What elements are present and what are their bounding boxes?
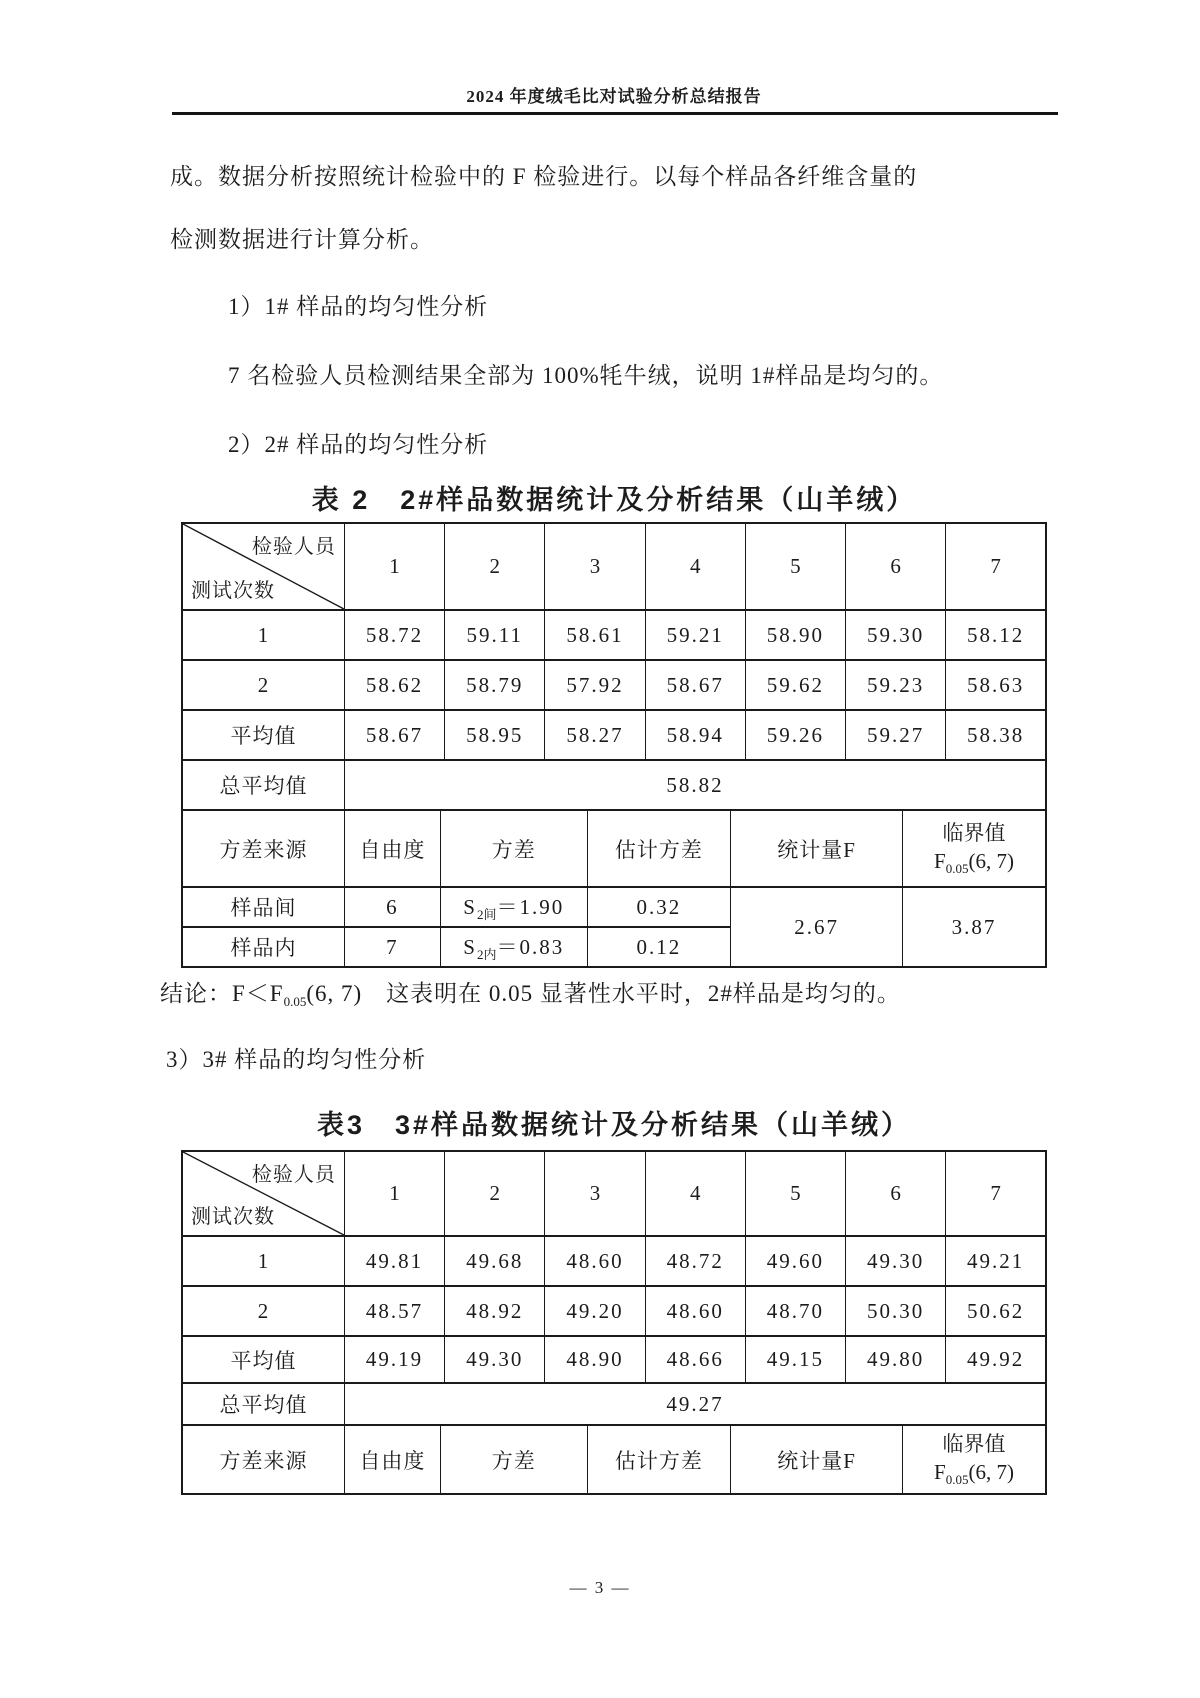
data-cell: 58.61 — [545, 610, 645, 660]
row-label: 2 — [182, 1286, 344, 1336]
data-cell: 59.26 — [745, 710, 845, 760]
data-cell: 48.60 — [645, 1286, 745, 1336]
data-cell: 48.66 — [645, 1336, 745, 1383]
data-cell: 58.95 — [445, 710, 545, 760]
data-cell: 6 — [344, 887, 440, 927]
anova-header-df: 自由度 — [344, 1425, 440, 1494]
data-cell: 49.15 — [745, 1336, 845, 1383]
f-critical-value: 3.87 — [903, 887, 1046, 967]
row-label-mean: 平均值 — [182, 710, 344, 760]
section2-heading: 2）2# 样品的均匀性分析 — [228, 432, 489, 457]
critical-value-symbol: $F_{0.05}(6$, 7) — [934, 1460, 1014, 1488]
table2-title: 表 2 2#样品数据统计及分析结果（山羊绒） — [311, 485, 917, 515]
anova-header-critical-value — [903, 1425, 1046, 1494]
table3-title: 表3 3#样品数据统计及分析结果（山羊绒） — [316, 1110, 912, 1140]
data-cell: 0.32 — [587, 887, 730, 927]
column-header: 2 — [445, 1151, 545, 1236]
anova-header-df: 自由度 — [344, 810, 440, 887]
corner-label-test-count: 测试次数 — [191, 580, 275, 602]
table3 — [181, 1150, 1047, 1495]
data-cell: 49.19 — [344, 1336, 444, 1383]
row-label: 1 — [182, 1236, 344, 1286]
row-label-within-samples: 样品内 — [182, 927, 344, 967]
anova-header-estimated-variance: 估计方差 — [587, 1425, 730, 1494]
data-cell: 58.63 — [946, 660, 1046, 710]
data-cell: 57.92 — [545, 660, 645, 710]
data-cell: 49.21 — [946, 1236, 1046, 1286]
data-cell: 49.20 — [545, 1286, 645, 1336]
data-cell: 49.30 — [445, 1336, 545, 1383]
data-cell: 48.92 — [445, 1286, 545, 1336]
data-cell: 58.67 — [344, 710, 444, 760]
column-header: 7 — [946, 523, 1046, 610]
table2-main-grid — [181, 522, 1047, 811]
data-cell: 0.12 — [587, 927, 730, 967]
column-header: 3 — [545, 1151, 645, 1236]
corner-label-test-count: 测试次数 — [191, 1206, 275, 1228]
anova-header-source: 方差来源 — [182, 1425, 344, 1494]
data-cell: 49.92 — [946, 1336, 1046, 1383]
anova-header-critical-value — [903, 810, 1046, 887]
data-cell: 48.57 — [344, 1286, 444, 1336]
data-cell: 48.72 — [645, 1236, 745, 1286]
section1-heading: 1）1# 样品的均匀性分析 — [228, 294, 489, 319]
data-cell: 58.79 — [445, 660, 545, 710]
column-header: 7 — [946, 1151, 1046, 1236]
anova-header-f-statistic: 统计量F — [731, 810, 903, 887]
anova-header-source: 方差来源 — [182, 810, 344, 887]
data-cell: 59.30 — [846, 610, 946, 660]
data-cell: 59.23 — [846, 660, 946, 710]
anova-header-variance: 方差 — [440, 810, 587, 887]
table3-main-grid — [181, 1150, 1047, 1426]
data-cell: 59.62 — [745, 660, 845, 710]
variance-between-cell: $S_{2间}=1.90$ — [440, 887, 587, 927]
data-cell: 58.62 — [344, 660, 444, 710]
grand-mean-value: 49.27 — [344, 1383, 1046, 1425]
data-cell: 58.90 — [745, 610, 845, 660]
header-rule — [172, 112, 1058, 115]
data-cell: 49.30 — [846, 1236, 946, 1286]
data-cell: 49.80 — [846, 1336, 946, 1383]
row-label-grand-mean: 总平均值 — [182, 760, 344, 810]
page-header-title: 2024 年度绒毛比对试验分析总结报告 — [466, 87, 762, 106]
anova-header-estimated-variance: 估计方差 — [587, 810, 730, 887]
section1-body: 7 名检验人员检测结果全部为 100%牦牛绒，说明 1#样品是均匀的。 — [228, 363, 944, 388]
column-header: 6 — [846, 523, 946, 610]
intro-paragraph-line1: 成。数据分析按照统计检验中的 F 检验进行。以每个样品各纤维含量的 — [170, 164, 918, 189]
table3-anova-grid — [181, 1424, 1047, 1495]
page-number: — 3 — — [569, 1578, 631, 1597]
data-cell: 50.62 — [946, 1286, 1046, 1336]
column-header: 4 — [645, 523, 745, 610]
data-cell: 49.68 — [445, 1236, 545, 1286]
f-statistic-value: 2.67 — [731, 887, 903, 967]
column-header: 2 — [445, 523, 545, 610]
intro-paragraph-line2: 检测数据进行计算分析。 — [170, 227, 434, 252]
data-cell: 58.67 — [645, 660, 745, 710]
data-cell: 48.70 — [745, 1286, 845, 1336]
row-label-mean: 平均值 — [182, 1336, 344, 1383]
column-header: 6 — [846, 1151, 946, 1236]
table2-corner-cell — [182, 523, 344, 610]
row-label-between-samples: 样品间 — [182, 887, 344, 927]
data-cell: 59.11 — [445, 610, 545, 660]
data-cell: 50.30 — [846, 1286, 946, 1336]
corner-label-inspector: 检验人员 — [251, 1164, 336, 1186]
row-label-grand-mean: 总平均值 — [182, 1383, 344, 1425]
data-cell: 7 — [344, 927, 440, 967]
column-header: 5 — [745, 1151, 845, 1236]
row-label: 2 — [182, 660, 344, 710]
variance-within-cell: $S_{2内}=0.83$ — [440, 927, 587, 967]
data-cell: 58.12 — [946, 610, 1046, 660]
data-cell: 58.27 — [545, 710, 645, 760]
data-cell: 59.27 — [846, 710, 946, 760]
data-cell: 58.72 — [344, 610, 444, 660]
data-cell: 48.90 — [545, 1336, 645, 1383]
section3-heading: 3）3# 样品的均匀性分析 — [166, 1047, 427, 1072]
column-header: 3 — [545, 523, 645, 610]
critical-value-label: 临界值 — [942, 1432, 1006, 1457]
data-cell: 58.94 — [645, 710, 745, 760]
table3-corner-cell — [182, 1151, 344, 1236]
data-cell: 49.81 — [344, 1236, 444, 1286]
column-header: 4 — [645, 1151, 745, 1236]
critical-value-symbol: $F_{0.05}(6$, 7) — [934, 849, 1014, 877]
anova-header-f-statistic: 统计量F — [731, 1425, 903, 1494]
data-cell: 48.60 — [545, 1236, 645, 1286]
column-header: 1 — [344, 1151, 444, 1236]
table2 — [181, 522, 1047, 968]
data-cell: 59.21 — [645, 610, 745, 660]
grand-mean-value: 58.82 — [344, 760, 1046, 810]
data-cell: 49.60 — [745, 1236, 845, 1286]
column-header: 1 — [344, 523, 444, 610]
corner-label-inspector: 检验人员 — [251, 536, 336, 558]
critical-value-label: 临界值 — [942, 821, 1006, 846]
row-label: 1 — [182, 610, 344, 660]
column-header: 5 — [745, 523, 845, 610]
table2-anova-grid — [181, 809, 1047, 968]
anova-header-variance: 方差 — [440, 1425, 587, 1494]
data-cell: 58.38 — [946, 710, 1046, 760]
table2-conclusion: 结论：$F<F_{0.05}(6$, 7) 这表明在 0.05 显著性水平时，2#样品是均匀的。 — [160, 981, 901, 1009]
